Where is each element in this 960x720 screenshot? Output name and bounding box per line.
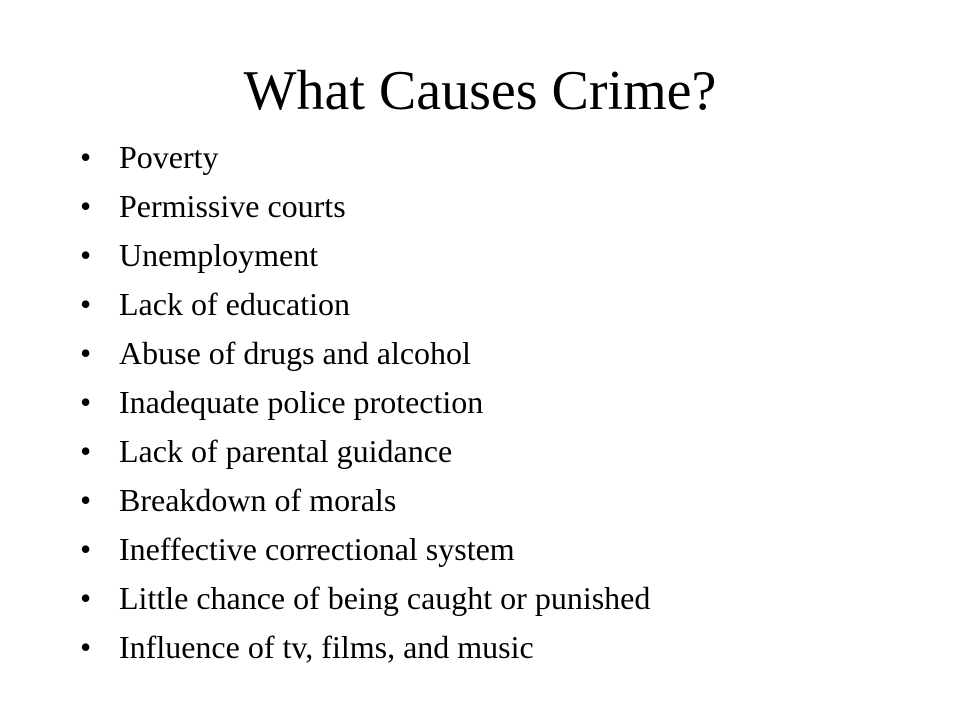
- list-item: [80, 622, 650, 671]
- list-item-text: Lack of parental guidance: [119, 432, 453, 469]
- bullet-icon: •: [80, 383, 92, 420]
- list-item-text: Poverty: [119, 138, 219, 175]
- list-item: [80, 132, 650, 181]
- list-item-text: Lack of education: [119, 285, 350, 322]
- bullet-icon: •: [80, 628, 92, 665]
- bullet-icon: •: [80, 138, 92, 175]
- list-item: [80, 377, 650, 426]
- bullet-icon: •: [80, 236, 92, 273]
- list-item-text: Little chance of being caught or punished: [119, 579, 651, 616]
- bullet-icon: •: [80, 432, 92, 469]
- list-item: [80, 426, 650, 475]
- list-item-text: Breakdown of morals: [119, 481, 397, 518]
- slide-title: What Causes Crime?: [243, 60, 717, 122]
- list-item-text: Inadequate police protection: [119, 383, 484, 420]
- bullet-icon: •: [80, 334, 92, 371]
- bullet-icon: •: [80, 530, 92, 567]
- list-item: [80, 524, 650, 573]
- bullet-icon: •: [80, 481, 92, 518]
- list-item: [80, 475, 650, 524]
- bullet-icon: •: [80, 579, 92, 616]
- list-item: [80, 573, 650, 622]
- bullet-icon: •: [80, 285, 92, 322]
- bullet-list: [80, 132, 650, 671]
- list-item-text: Ineffective correctional system: [119, 530, 515, 567]
- list-item-text: Abuse of drugs and alcohol: [119, 334, 471, 371]
- list-item: [80, 181, 650, 230]
- list-item-text: Influence of tv, films, and music: [119, 628, 534, 665]
- list-item: [80, 328, 650, 377]
- list-item: [80, 230, 650, 279]
- list-item-text: Permissive courts: [119, 187, 346, 224]
- bullet-icon: •: [80, 187, 92, 224]
- list-item: [80, 279, 650, 328]
- list-item-text: Unemployment: [119, 236, 319, 273]
